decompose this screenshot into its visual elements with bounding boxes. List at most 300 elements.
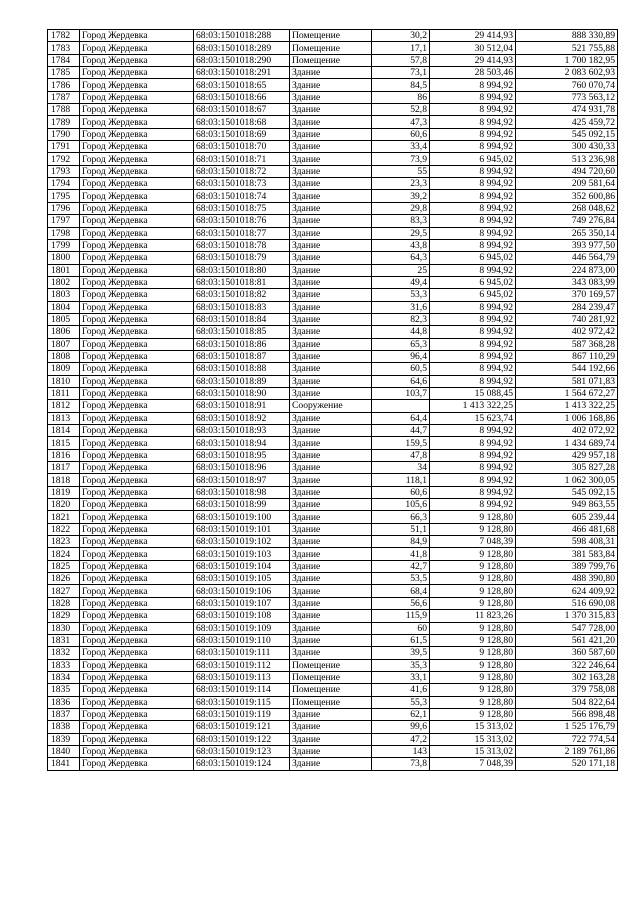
cadastral-value-cell: 429 957,18 xyxy=(516,449,618,461)
locality-cell: Город Жердевка xyxy=(80,486,194,498)
table-row xyxy=(48,548,618,560)
area-cell: 60,6 xyxy=(372,128,430,140)
price-per-unit-cell: 8 994,92 xyxy=(430,79,516,91)
price-per-unit-cell: 8 994,92 xyxy=(430,350,516,362)
locality-cell: Город Жердевка xyxy=(80,153,194,165)
area-cell: 33,4 xyxy=(372,141,430,153)
cadastral-number-cell: 68:03:1501019:105 xyxy=(194,573,290,585)
object-type-cell: Помещение xyxy=(290,671,372,683)
locality-cell: Город Жердевка xyxy=(80,227,194,239)
cadastral-value-cell: 760 070,74 xyxy=(516,79,618,91)
document-page xyxy=(47,29,617,771)
price-per-unit-cell: 6 945,02 xyxy=(430,153,516,165)
table-row xyxy=(48,202,618,214)
area-cell: 86 xyxy=(372,91,430,103)
area-cell: 30,2 xyxy=(372,30,430,42)
area-cell: 53,3 xyxy=(372,289,430,301)
cadastral-value-cell: 749 276,84 xyxy=(516,215,618,227)
row-number-cell: 1796 xyxy=(48,202,80,214)
cadastral-value-cell: 949 863,55 xyxy=(516,499,618,511)
table-row xyxy=(48,104,618,116)
cadastral-value-cell: 547 728,00 xyxy=(516,622,618,634)
cadastral-number-cell: 68:03:1501018:93 xyxy=(194,425,290,437)
cadastral-number-cell: 68:03:1501018:94 xyxy=(194,437,290,449)
object-type-cell: Здание xyxy=(290,573,372,585)
table-row xyxy=(48,165,618,177)
cadastral-value-cell: 381 583,84 xyxy=(516,548,618,560)
cadastral-number-cell: 68:03:1501019:124 xyxy=(194,758,290,770)
object-type-cell: Помещение xyxy=(290,684,372,696)
object-type-cell: Здание xyxy=(290,190,372,202)
area-cell: 42,7 xyxy=(372,560,430,572)
locality-cell: Город Жердевка xyxy=(80,573,194,585)
locality-cell: Город Жердевка xyxy=(80,462,194,474)
cadastral-number-cell: 68:03:1501018:71 xyxy=(194,153,290,165)
table-row xyxy=(48,42,618,54)
row-number-cell: 1792 xyxy=(48,153,80,165)
cadastral-value-cell: 352 600,86 xyxy=(516,190,618,202)
row-number-cell: 1794 xyxy=(48,178,80,190)
price-per-unit-cell: 8 994,92 xyxy=(430,128,516,140)
cadastral-number-cell: 68:03:1501018:86 xyxy=(194,338,290,350)
price-per-unit-cell: 29 414,93 xyxy=(430,54,516,66)
locality-cell: Город Жердевка xyxy=(80,190,194,202)
cadastral-value-cell: 393 977,50 xyxy=(516,239,618,251)
table-row xyxy=(48,708,618,720)
object-type-cell: Здание xyxy=(290,486,372,498)
cadastral-value-cell: 1 006 168,86 xyxy=(516,412,618,424)
area-cell: 55 xyxy=(372,165,430,177)
table-row xyxy=(48,486,618,498)
cadastral-value-cell: 544 192,66 xyxy=(516,363,618,375)
cadastral-number-cell: 68:03:1501018:78 xyxy=(194,239,290,251)
cadastral-number-cell: 68:03:1501018:89 xyxy=(194,375,290,387)
cadastral-number-cell: 68:03:1501018:81 xyxy=(194,276,290,288)
price-per-unit-cell: 6 945,02 xyxy=(430,289,516,301)
price-per-unit-cell: 8 994,92 xyxy=(430,116,516,128)
table-row xyxy=(48,523,618,535)
cadastral-value-cell: 1 700 182,95 xyxy=(516,54,618,66)
cadastral-value-cell: 389 799,76 xyxy=(516,560,618,572)
locality-cell: Город Жердевка xyxy=(80,548,194,560)
table-row xyxy=(48,573,618,585)
locality-cell: Город Жердевка xyxy=(80,721,194,733)
table-row xyxy=(48,67,618,79)
object-type-cell: Здание xyxy=(290,745,372,757)
row-number-cell: 1810 xyxy=(48,375,80,387)
object-type-cell: Здание xyxy=(290,437,372,449)
cadastral-value-cell: 2 189 761,86 xyxy=(516,745,618,757)
area-cell: 65,3 xyxy=(372,338,430,350)
cadastral-number-cell: 68:03:1501019:114 xyxy=(194,684,290,696)
cadastral-value-cell: 513 236,98 xyxy=(516,153,618,165)
cadastral-value-cell: 504 822,64 xyxy=(516,696,618,708)
area-cell: 115,9 xyxy=(372,610,430,622)
row-number-cell: 1822 xyxy=(48,523,80,535)
table-row xyxy=(48,239,618,251)
object-type-cell: Здание xyxy=(290,425,372,437)
cadastral-value-cell: 1 564 672,27 xyxy=(516,387,618,399)
row-number-cell: 1798 xyxy=(48,227,80,239)
table-row xyxy=(48,560,618,572)
area-cell: 66,3 xyxy=(372,511,430,523)
price-per-unit-cell: 8 994,92 xyxy=(430,227,516,239)
table-row xyxy=(48,758,618,770)
price-per-unit-cell: 15 313,02 xyxy=(430,745,516,757)
row-number-cell: 1836 xyxy=(48,696,80,708)
table-row xyxy=(48,350,618,362)
cadastral-value-cell: 379 758,08 xyxy=(516,684,618,696)
cadastral-number-cell: 68:03:1501019:101 xyxy=(194,523,290,535)
area-cell: 41,8 xyxy=(372,548,430,560)
object-type-cell: Здание xyxy=(290,313,372,325)
row-number-cell: 1806 xyxy=(48,326,80,338)
object-type-cell: Здание xyxy=(290,758,372,770)
row-number-cell: 1790 xyxy=(48,128,80,140)
row-number-cell: 1784 xyxy=(48,54,80,66)
area-cell: 105,6 xyxy=(372,499,430,511)
cadastral-value-cell: 224 873,00 xyxy=(516,264,618,276)
cadastral-number-cell: 68:03:1501019:115 xyxy=(194,696,290,708)
area-cell: 49,4 xyxy=(372,276,430,288)
area-cell: 83,3 xyxy=(372,215,430,227)
locality-cell: Город Жердевка xyxy=(80,91,194,103)
row-number-cell: 1813 xyxy=(48,412,80,424)
object-type-cell: Здание xyxy=(290,141,372,153)
object-type-cell: Здание xyxy=(290,449,372,461)
area-cell: 57,8 xyxy=(372,54,430,66)
locality-cell: Город Жердевка xyxy=(80,363,194,375)
row-number-cell: 1827 xyxy=(48,585,80,597)
cadastral-number-cell: 68:03:1501018:70 xyxy=(194,141,290,153)
locality-cell: Город Жердевка xyxy=(80,634,194,646)
row-number-cell: 1819 xyxy=(48,486,80,498)
area-cell: 68,4 xyxy=(372,585,430,597)
price-per-unit-cell: 9 128,80 xyxy=(430,647,516,659)
table-row xyxy=(48,474,618,486)
object-type-cell: Здание xyxy=(290,647,372,659)
price-per-unit-cell: 8 994,92 xyxy=(430,425,516,437)
price-per-unit-cell: 9 128,80 xyxy=(430,548,516,560)
area-cell: 34 xyxy=(372,462,430,474)
row-number-cell: 1802 xyxy=(48,276,80,288)
locality-cell: Город Жердевка xyxy=(80,511,194,523)
cadastral-value-cell: 466 481,68 xyxy=(516,523,618,535)
cadastral-value-cell: 1 525 176,79 xyxy=(516,721,618,733)
price-per-unit-cell: 9 128,80 xyxy=(430,622,516,634)
object-type-cell: Здание xyxy=(290,733,372,745)
table-row xyxy=(48,425,618,437)
price-per-unit-cell: 9 128,80 xyxy=(430,684,516,696)
cadastral-number-cell: 68:03:1501019:112 xyxy=(194,659,290,671)
row-number-cell: 1793 xyxy=(48,165,80,177)
price-per-unit-cell: 15 313,02 xyxy=(430,733,516,745)
locality-cell: Город Жердевка xyxy=(80,758,194,770)
price-per-unit-cell: 7 048,39 xyxy=(430,536,516,548)
area-cell: 60 xyxy=(372,622,430,634)
price-per-unit-cell: 8 994,92 xyxy=(430,239,516,251)
cadastral-number-cell: 68:03:1501019:121 xyxy=(194,721,290,733)
price-per-unit-cell: 9 128,80 xyxy=(430,659,516,671)
locality-cell: Город Жердевка xyxy=(80,696,194,708)
table-row xyxy=(48,585,618,597)
row-number-cell: 1795 xyxy=(48,190,80,202)
cadastral-number-cell: 68:03:1501018:74 xyxy=(194,190,290,202)
table-row xyxy=(48,264,618,276)
object-type-cell: Здание xyxy=(290,350,372,362)
cadastral-number-cell: 68:03:1501018:85 xyxy=(194,326,290,338)
row-number-cell: 1821 xyxy=(48,511,80,523)
locality-cell: Город Жердевка xyxy=(80,671,194,683)
cadastral-number-cell: 68:03:1501019:104 xyxy=(194,560,290,572)
cadastral-value-cell: 322 246,64 xyxy=(516,659,618,671)
cadastral-number-cell: 68:03:1501018:68 xyxy=(194,116,290,128)
row-number-cell: 1808 xyxy=(48,350,80,362)
table-row xyxy=(48,153,618,165)
cadastral-value-cell: 1 370 315,83 xyxy=(516,610,618,622)
cadastral-value-cell: 888 330,89 xyxy=(516,30,618,42)
row-number-cell: 1811 xyxy=(48,387,80,399)
area-cell: 99,6 xyxy=(372,721,430,733)
cadastral-number-cell: 68:03:1501018:289 xyxy=(194,42,290,54)
locality-cell: Город Жердевка xyxy=(80,560,194,572)
area-cell: 23,3 xyxy=(372,178,430,190)
object-type-cell: Здание xyxy=(290,585,372,597)
price-per-unit-cell: 29 414,93 xyxy=(430,30,516,42)
row-number-cell: 1831 xyxy=(48,634,80,646)
locality-cell: Город Жердевка xyxy=(80,338,194,350)
cadastral-value-cell: 581 071,83 xyxy=(516,375,618,387)
price-per-unit-cell: 30 512,04 xyxy=(430,42,516,54)
price-per-unit-cell: 28 503,46 xyxy=(430,67,516,79)
table-row xyxy=(48,696,618,708)
area-cell: 61,5 xyxy=(372,634,430,646)
area-cell: 33,1 xyxy=(372,671,430,683)
cadastral-value-cell: 284 239,47 xyxy=(516,301,618,313)
cadastral-value-cell: 360 587,60 xyxy=(516,647,618,659)
locality-cell: Город Жердевка xyxy=(80,67,194,79)
cadastral-number-cell: 68:03:1501018:97 xyxy=(194,474,290,486)
price-per-unit-cell: 8 994,92 xyxy=(430,449,516,461)
table-row xyxy=(48,54,618,66)
object-type-cell: Здание xyxy=(290,165,372,177)
table-row xyxy=(48,363,618,375)
object-type-cell: Здание xyxy=(290,338,372,350)
row-number-cell: 1791 xyxy=(48,141,80,153)
locality-cell: Город Жердевка xyxy=(80,301,194,313)
row-number-cell: 1818 xyxy=(48,474,80,486)
locality-cell: Город Жердевка xyxy=(80,276,194,288)
cadastral-number-cell: 68:03:1501019:123 xyxy=(194,745,290,757)
row-number-cell: 1841 xyxy=(48,758,80,770)
area-cell: 52,8 xyxy=(372,104,430,116)
object-type-cell: Здание xyxy=(290,375,372,387)
price-per-unit-cell: 9 128,80 xyxy=(430,573,516,585)
price-per-unit-cell: 8 994,92 xyxy=(430,104,516,116)
object-type-cell: Здание xyxy=(290,104,372,116)
object-type-cell: Здание xyxy=(290,128,372,140)
object-type-cell: Здание xyxy=(290,116,372,128)
object-type-cell: Здание xyxy=(290,560,372,572)
object-type-cell: Здание xyxy=(290,536,372,548)
price-per-unit-cell: 9 128,80 xyxy=(430,560,516,572)
cadastral-value-cell: 370 169,57 xyxy=(516,289,618,301)
price-per-unit-cell: 8 994,92 xyxy=(430,499,516,511)
object-type-cell: Здание xyxy=(290,178,372,190)
object-type-cell: Здание xyxy=(290,153,372,165)
object-type-cell: Здание xyxy=(290,548,372,560)
locality-cell: Город Жердевка xyxy=(80,536,194,548)
cadastral-number-cell: 68:03:1501019:110 xyxy=(194,634,290,646)
price-per-unit-cell: 8 994,92 xyxy=(430,178,516,190)
price-per-unit-cell: 8 994,92 xyxy=(430,202,516,214)
cadastral-number-cell: 68:03:1501018:72 xyxy=(194,165,290,177)
locality-cell: Город Жердевка xyxy=(80,425,194,437)
cadastral-value-cell: 446 564,79 xyxy=(516,252,618,264)
area-cell: 41,6 xyxy=(372,684,430,696)
object-type-cell: Сооружение xyxy=(290,400,372,412)
price-per-unit-cell: 9 128,80 xyxy=(430,696,516,708)
object-type-cell: Здание xyxy=(290,387,372,399)
table-row xyxy=(48,30,618,42)
row-number-cell: 1840 xyxy=(48,745,80,757)
row-number-cell: 1826 xyxy=(48,573,80,585)
cadastral-value-cell: 516 690,08 xyxy=(516,597,618,609)
locality-cell: Город Жердевка xyxy=(80,42,194,54)
area-cell: 25 xyxy=(372,264,430,276)
cadastral-number-cell: 68:03:1501018:80 xyxy=(194,264,290,276)
object-type-cell: Здание xyxy=(290,264,372,276)
cadastral-value-cell: 1 062 300,05 xyxy=(516,474,618,486)
row-number-cell: 1809 xyxy=(48,363,80,375)
object-type-cell: Здание xyxy=(290,412,372,424)
object-type-cell: Здание xyxy=(290,634,372,646)
price-per-unit-cell: 8 994,92 xyxy=(430,215,516,227)
locality-cell: Город Жердевка xyxy=(80,610,194,622)
price-per-unit-cell: 9 128,80 xyxy=(430,585,516,597)
cadastral-number-cell: 68:03:1501018:83 xyxy=(194,301,290,313)
row-number-cell: 1789 xyxy=(48,116,80,128)
locality-cell: Город Жердевка xyxy=(80,375,194,387)
cadastral-value-cell: 566 898,48 xyxy=(516,708,618,720)
price-per-unit-cell: 8 994,92 xyxy=(430,363,516,375)
table-row xyxy=(48,511,618,523)
object-type-cell: Здание xyxy=(290,215,372,227)
table-row xyxy=(48,375,618,387)
table-row xyxy=(48,79,618,91)
cadastral-value-cell: 521 755,88 xyxy=(516,42,618,54)
locality-cell: Город Жердевка xyxy=(80,523,194,535)
table-row xyxy=(48,745,618,757)
cadastral-number-cell: 68:03:1501019:108 xyxy=(194,610,290,622)
object-type-cell: Здание xyxy=(290,252,372,264)
locality-cell: Город Жердевка xyxy=(80,116,194,128)
cadastral-value-cell: 773 563,12 xyxy=(516,91,618,103)
cadastral-value-cell: 343 083,99 xyxy=(516,276,618,288)
cadastral-number-cell: 68:03:1501018:87 xyxy=(194,350,290,362)
area-cell: 47,2 xyxy=(372,733,430,745)
price-per-unit-cell: 8 994,92 xyxy=(430,141,516,153)
locality-cell: Город Жердевка xyxy=(80,165,194,177)
cadastral-number-cell: 68:03:1501018:67 xyxy=(194,104,290,116)
cadastral-value-cell: 605 239,44 xyxy=(516,511,618,523)
locality-cell: Город Жердевка xyxy=(80,659,194,671)
table-row xyxy=(48,289,618,301)
cadastral-number-cell: 68:03:1501018:92 xyxy=(194,412,290,424)
object-type-cell: Здание xyxy=(290,511,372,523)
row-number-cell: 1824 xyxy=(48,548,80,560)
price-per-unit-cell: 9 128,80 xyxy=(430,511,516,523)
locality-cell: Город Жердевка xyxy=(80,684,194,696)
area-cell: 103,7 xyxy=(372,387,430,399)
cadastral-value-cell: 425 459,72 xyxy=(516,116,618,128)
area-cell: 64,4 xyxy=(372,412,430,424)
cadastral-number-cell: 68:03:1501018:291 xyxy=(194,67,290,79)
table-row xyxy=(48,536,618,548)
area-cell: 29,8 xyxy=(372,202,430,214)
object-type-cell: Здание xyxy=(290,721,372,733)
table-row xyxy=(48,313,618,325)
table-row xyxy=(48,671,618,683)
cadastral-number-cell: 68:03:1501018:98 xyxy=(194,486,290,498)
row-number-cell: 1807 xyxy=(48,338,80,350)
locality-cell: Город Жердевка xyxy=(80,733,194,745)
row-number-cell: 1839 xyxy=(48,733,80,745)
row-number-cell: 1825 xyxy=(48,560,80,572)
cadastral-value-cell: 402 972,42 xyxy=(516,326,618,338)
object-type-cell: Здание xyxy=(290,67,372,79)
locality-cell: Город Жердевка xyxy=(80,264,194,276)
row-number-cell: 1815 xyxy=(48,437,80,449)
area-cell xyxy=(372,400,430,412)
object-type-cell: Здание xyxy=(290,363,372,375)
cadastral-number-cell: 68:03:1501018:73 xyxy=(194,178,290,190)
area-cell: 39,2 xyxy=(372,190,430,202)
cadastral-number-cell: 68:03:1501018:99 xyxy=(194,499,290,511)
area-cell: 53,5 xyxy=(372,573,430,585)
price-per-unit-cell: 15 088,45 xyxy=(430,387,516,399)
cadastral-value-cell: 624 409,92 xyxy=(516,585,618,597)
cadastral-number-cell: 68:03:1501018:82 xyxy=(194,289,290,301)
cadastral-value-cell: 1 434 689,74 xyxy=(516,437,618,449)
table-row xyxy=(48,252,618,264)
object-type-cell: Помещение xyxy=(290,659,372,671)
price-per-unit-cell: 8 994,92 xyxy=(430,165,516,177)
cadastral-value-cell: 474 931,78 xyxy=(516,104,618,116)
row-number-cell: 1835 xyxy=(48,684,80,696)
area-cell: 43,8 xyxy=(372,239,430,251)
price-per-unit-cell: 8 994,92 xyxy=(430,474,516,486)
locality-cell: Город Жердевка xyxy=(80,313,194,325)
area-cell: 84,9 xyxy=(372,536,430,548)
cadastral-number-cell: 68:03:1501018:65 xyxy=(194,79,290,91)
area-cell: 55,3 xyxy=(372,696,430,708)
object-type-cell: Здание xyxy=(290,91,372,103)
cadastral-number-cell: 68:03:1501018:69 xyxy=(194,128,290,140)
table-row xyxy=(48,215,618,227)
area-cell: 17,1 xyxy=(372,42,430,54)
area-cell: 64,3 xyxy=(372,252,430,264)
locality-cell: Город Жердевка xyxy=(80,597,194,609)
cadastral-value-cell: 209 581,64 xyxy=(516,178,618,190)
area-cell: 73,1 xyxy=(372,67,430,79)
area-cell: 47,8 xyxy=(372,449,430,461)
object-type-cell: Здание xyxy=(290,326,372,338)
price-per-unit-cell: 15 623,74 xyxy=(430,412,516,424)
table-row xyxy=(48,647,618,659)
cadastral-value-cell: 494 720,60 xyxy=(516,165,618,177)
row-number-cell: 1797 xyxy=(48,215,80,227)
